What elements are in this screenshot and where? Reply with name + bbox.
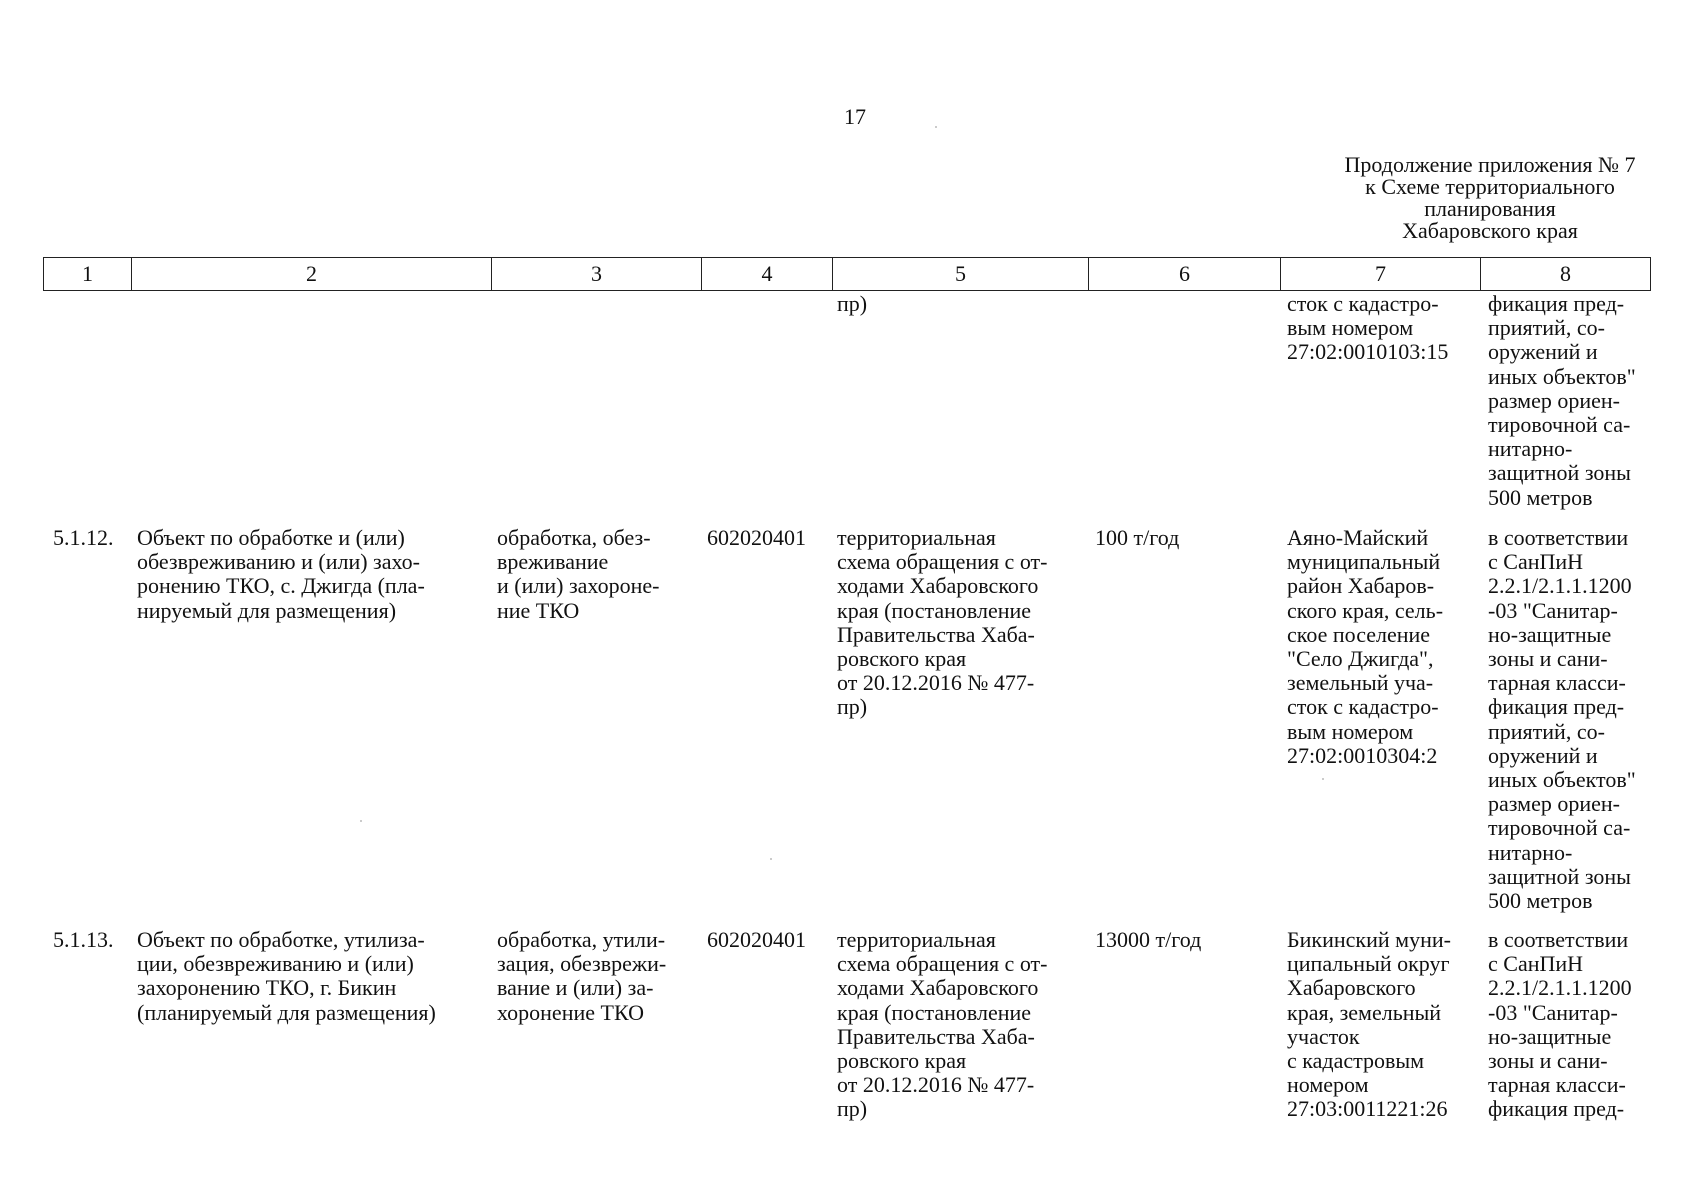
row-authority: территориальная схема обращения с от- ходами Хабаровского края (постановление Правительства Хаба- ровского края от 20.12.2016 № 477- пр) bbox=[837, 927, 1048, 1122]
row-location: Аяно-Майский муниципальный район Хабаров- ского края, сель- ское поселение "Село Джигда", земельный уча- сток с кадастро- вым номером 27:02:0010304:2 bbox=[1287, 525, 1444, 768]
scan-speck bbox=[1322, 778, 1324, 780]
row-continued-location: сток с кадастро- вым номером 27:02:0010103:15 bbox=[1287, 291, 1449, 365]
row-code: 602020401 bbox=[707, 927, 806, 952]
appendix-note bbox=[1300, 154, 1680, 242]
appendix-note-line: Хабаровского края bbox=[1402, 218, 1578, 243]
column-header-2: 2 bbox=[132, 258, 492, 291]
scan-speck bbox=[935, 126, 937, 128]
row-capacity: 100 т/год bbox=[1095, 525, 1180, 550]
appendix-note-line: планирования bbox=[1424, 196, 1556, 221]
column-header-1: 1 bbox=[44, 258, 132, 291]
row-purpose: обработка, утили- зация, обезврежи- вание и (или) за- хоронение ТКО bbox=[497, 927, 667, 1025]
column-number-header bbox=[43, 257, 1651, 291]
column-header-8: 8 bbox=[1481, 258, 1651, 291]
row-code: 602020401 bbox=[707, 525, 806, 550]
row-sanitary-zone: в соответствии с СанПиН 2.2.1/2.1.1.1200 -03 "Санитар- но-защитные зоны и сани- тарная класси- фикация пред- приятий, со- оружений и иных объектов" размер ориен- тировочной са- нитарно- защитной зоны 500 метров bbox=[1488, 525, 1636, 914]
row-continued-authority: пр) bbox=[837, 291, 868, 316]
column-header-5: 5 bbox=[833, 258, 1089, 291]
row-location: Бикинский муни- ципальный округ Хабаровского края, земельный участок с кадастровым номером 27:03:0011221:26 bbox=[1287, 927, 1451, 1122]
row-sanitary-zone: в соответствии с СанПиН 2.2.1/2.1.1.1200 -03 "Санитар- но-защитные зоны и сани- тарная класси- фикация пред- bbox=[1488, 927, 1632, 1122]
appendix-note-line: Продолжение приложения № 7 bbox=[1344, 152, 1636, 177]
row-capacity: 13000 т/год bbox=[1095, 927, 1202, 952]
row-number: 5.1.13. bbox=[53, 927, 114, 952]
column-header-7: 7 bbox=[1281, 258, 1481, 291]
row-number: 5.1.12. bbox=[53, 525, 114, 550]
page-number: 17 bbox=[844, 104, 866, 129]
row-object-name: Объект по обработке и (или) обезвреживанию и (или) захо- ронению ТКО, с. Джигда (пла- нируемый для размещения) bbox=[137, 525, 425, 623]
column-header-3: 3 bbox=[492, 258, 702, 291]
column-header-6: 6 bbox=[1089, 258, 1281, 291]
column-header-4: 4 bbox=[702, 258, 833, 291]
row-continued-sanitary-zone: фикация пред- приятий, со- оружений и иных объектов" размер ориен- тировочной са- нитарно- защитной зоны 500 метров bbox=[1488, 291, 1636, 510]
appendix-note-line: к Схеме территориального bbox=[1365, 174, 1615, 199]
row-authority: территориальная схема обращения с от- ходами Хабаровского края (постановление Правительства Хаба- ровского края от 20.12.2016 № 477- пр) bbox=[837, 525, 1048, 720]
row-purpose: обработка, обез- вреживание и (или) захороне- ние ТКО bbox=[497, 525, 660, 623]
scan-speck bbox=[360, 820, 362, 822]
scan-speck bbox=[770, 858, 772, 860]
row-object-name: Объект по обработке, утилиза- ции, обезвреживанию и (или) захоронению ТКО, г. Бикин (планируемый для размещения) bbox=[137, 927, 436, 1025]
